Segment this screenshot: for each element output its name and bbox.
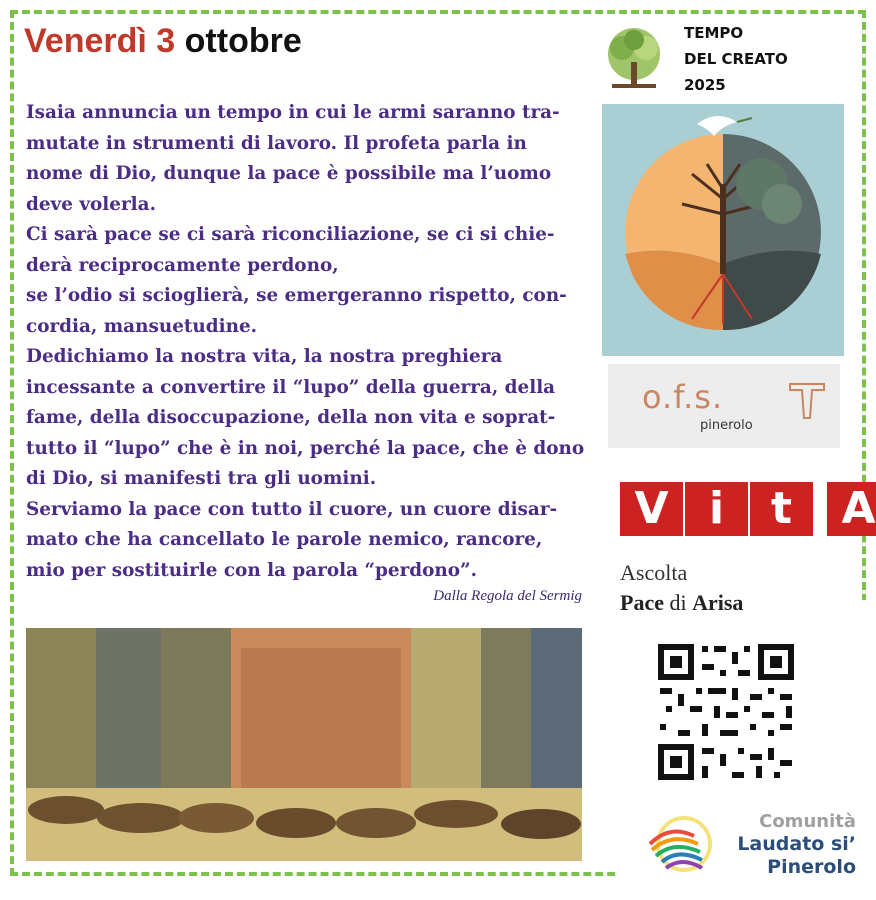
ofs-text: o.f.s.	[642, 378, 724, 416]
frame-gap-right	[856, 600, 876, 900]
song-title: Pace	[620, 590, 664, 615]
vita-letter: V	[620, 482, 683, 536]
dove-tree-illustration	[602, 104, 844, 356]
tdc-line3: 2025	[684, 76, 726, 94]
creation-poster	[602, 104, 844, 356]
feet-painting	[26, 628, 582, 861]
reflection-paragraph: Serviamo la pace con tutto il cuore, un cuore disar-mato che ha cancellato le parole nemico, rancore, mio per sostituirle con la parola “perdono”.	[26, 498, 558, 581]
qr-code[interactable]	[658, 644, 794, 780]
reflection-text	[26, 98, 586, 586]
tdc-line2: DEL CREATO	[684, 50, 788, 68]
reflection-paragraph: se l’odio si scioglierà, se emergeranno rispetto, con-cordia, mansuetudine.	[26, 285, 567, 337]
listen-label: Ascolta	[620, 560, 688, 585]
tdc-line1: TEMPO	[684, 24, 744, 42]
song-artist: Arisa	[692, 590, 744, 615]
community-line3: Pinerolo	[767, 856, 856, 878]
tempo-del-creato	[684, 20, 788, 98]
song-line	[620, 588, 743, 618]
page-title	[24, 22, 302, 61]
reflection-paragraph: Ci sarà pace se ci sarà riconciliazione, se ci si chie-derà reciprocamente perdono,	[26, 224, 555, 276]
vita-letter: t	[750, 482, 813, 536]
ofs-pinerolo-logo	[608, 364, 840, 448]
ofs-sub: pinerolo	[700, 418, 753, 433]
laudato-si-logo	[644, 814, 720, 876]
feet-painting-svg	[26, 628, 582, 861]
tau-cross-icon	[788, 378, 826, 422]
reflection-paragraph: Dedichiamo la nostra vita, la nostra preghiera incessante a convertire il “lupo” della guerra, della fame, della disoccupazione, della non vita e soprat-tutto il “lupo” che è in noi, perché la pace, che è dono di Dio, si manifesti tra gli uomini.	[26, 346, 585, 489]
rainbow-bird-icon	[644, 814, 720, 876]
vita-logo	[620, 482, 876, 536]
song-connector: di	[669, 590, 687, 615]
title-month: ottobre	[184, 22, 302, 60]
community-line1: Comunità	[759, 811, 856, 832]
tree-icon	[598, 26, 670, 94]
vita-letter: i	[685, 482, 748, 536]
community-name	[722, 810, 856, 879]
community-line2: Laudato si’	[737, 833, 856, 855]
tree-logo	[598, 26, 670, 94]
qr-code-icon	[658, 644, 794, 780]
vita-gap	[815, 482, 825, 536]
reflection-source: Dalla Regola del Sermig	[433, 588, 582, 604]
title-day: Venerdì 3	[24, 22, 176, 60]
vita-letter: A	[827, 482, 876, 536]
reflection-paragraph: Isaia annuncia un tempo in cui le armi saranno tra-mutate in strumenti di lavoro. Il profeta parla in nome di Dio, dunque la pace è possibile ma l’uomo deve volerla.	[26, 102, 560, 215]
